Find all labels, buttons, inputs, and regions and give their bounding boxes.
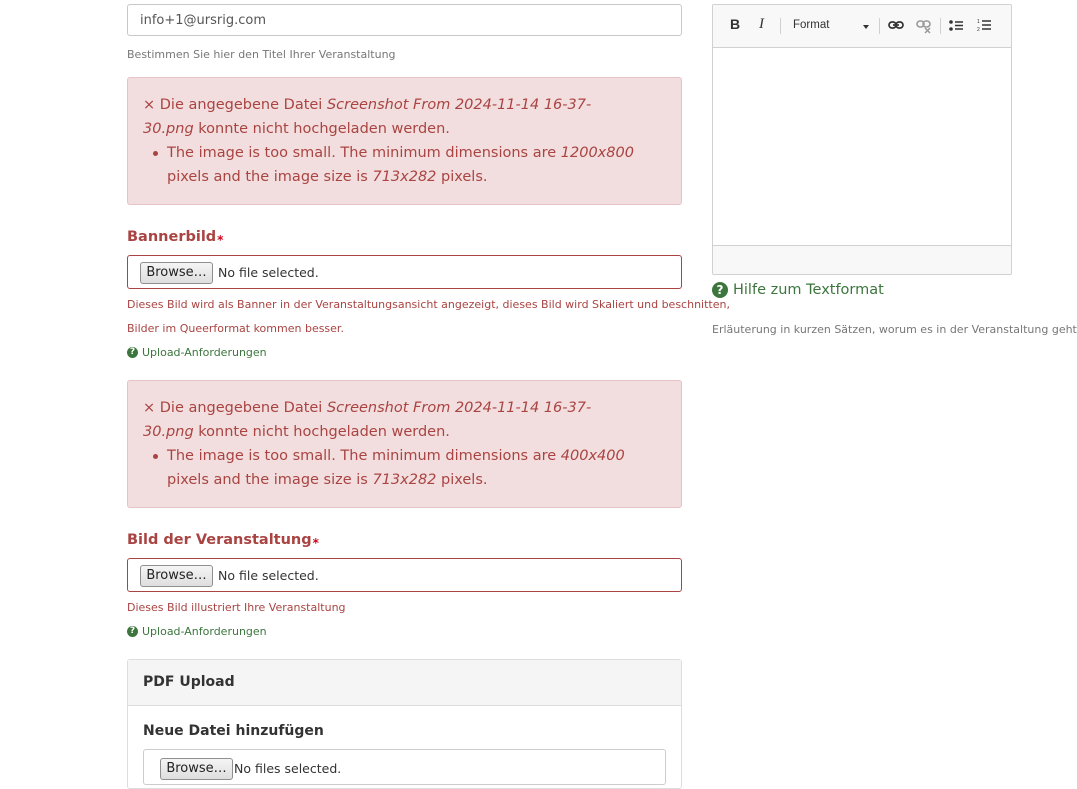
question-circle-icon: ? bbox=[127, 347, 138, 358]
link-icon[interactable] bbox=[888, 19, 904, 31]
event-image-error-message: × Die angegebene Datei Screenshot From 2024-11-14 16-37-30.png konnte nicht hochgeladen werden. bbox=[143, 400, 592, 440]
title-input[interactable]: info+1@ursrig.com bbox=[127, 4, 682, 36]
editor-content-area[interactable] bbox=[713, 47, 1011, 246]
rich-text-editor bbox=[712, 4, 1012, 275]
chevron-down-icon bbox=[863, 25, 869, 29]
toolbar-divider bbox=[780, 18, 781, 34]
pdf-upload-title: PDF Upload bbox=[128, 660, 681, 706]
event-image-error-item: The image is too small. The minimum dimensions are 400x400 pixels and the image size is 713x282 pixels. bbox=[167, 444, 666, 492]
question-circle-icon: ? bbox=[712, 282, 728, 298]
bulleted-list-icon[interactable] bbox=[949, 19, 964, 32]
required-star-icon: * bbox=[312, 536, 319, 550]
banner-error-list bbox=[143, 141, 666, 189]
editor-toolbar bbox=[713, 5, 1011, 48]
banner-no-file-text: No file selected. bbox=[218, 265, 319, 280]
pdf-no-file-text: No files selected. bbox=[234, 761, 342, 776]
unlink-icon[interactable] bbox=[916, 19, 932, 33]
required-star-icon: * bbox=[217, 233, 224, 247]
event-image-help-text: Dieses Bild illustriert Ihre Veranstaltung bbox=[127, 601, 346, 614]
banner-help-text: Dieses Bild wird als Banner in der Veranstaltungsansicht angezeigt, dieses Bild wird Skaliert und beschnitten, Bilder im Queerformat kommen besser. bbox=[127, 298, 730, 335]
banner-browse-button[interactable]: Browse… bbox=[140, 262, 213, 284]
event-image-upload-requirements-link[interactable]: ? Upload-Anforderungen bbox=[127, 625, 267, 638]
toolbar-divider bbox=[879, 18, 880, 34]
event-image-error-filename: Screenshot From 2024-11-14 16-37-30.png bbox=[143, 400, 592, 440]
banner-error-alert bbox=[127, 77, 682, 205]
pdf-upload-panel bbox=[127, 659, 682, 789]
format-dropdown[interactable]: Format bbox=[793, 19, 830, 31]
numbered-list-icon[interactable] bbox=[977, 18, 992, 32]
event-image-error-alert bbox=[127, 380, 682, 508]
title-help-text: Bestimmen Sie hier den Titel Ihrer Veranstaltung bbox=[127, 48, 396, 61]
banner-upload-requirements-link[interactable]: ? Upload-Anforderungen bbox=[127, 346, 267, 359]
toolbar-divider bbox=[940, 18, 941, 34]
question-circle-icon: ? bbox=[127, 626, 138, 637]
pdf-file-input[interactable] bbox=[143, 749, 666, 785]
event-image-file-input[interactable] bbox=[127, 558, 682, 592]
pdf-browse-button[interactable]: Browse… bbox=[160, 758, 233, 780]
text-format-help-link[interactable]: ? Hilfe zum Textformat bbox=[712, 282, 884, 298]
pdf-add-file-heading: Neue Datei hinzufügen bbox=[143, 723, 324, 739]
banner-error-item: The image is too small. The minimum dimensions are 1200x800 pixels and the image size is 713x282 pixels. bbox=[167, 141, 666, 189]
banner-label: Bannerbild$_*$ bbox=[127, 229, 224, 247]
event-image-error-list bbox=[143, 444, 666, 492]
svg-text:1: 1 bbox=[977, 19, 980, 25]
editor-status-bar bbox=[713, 245, 1011, 274]
svg-text:2: 2 bbox=[977, 27, 980, 33]
banner-file-input[interactable] bbox=[127, 255, 682, 289]
bold-button[interactable]: B bbox=[730, 16, 741, 32]
description-help-text: Erläuterung in kurzen Sätzen, worum es in der Veranstaltung geht bbox=[712, 323, 1077, 336]
banner-error-filename: Screenshot From 2024-11-14 16-37-30.png bbox=[143, 97, 592, 137]
banner-error-message: × Die angegebene Datei Screenshot From 2024-11-14 16-37-30.png konnte nicht hochgeladen werden. bbox=[143, 97, 592, 137]
italic-button[interactable]: I bbox=[759, 16, 764, 32]
event-image-label: Bild der Veranstaltung$_*$ bbox=[127, 532, 319, 550]
event-image-no-file-text: No file selected. bbox=[218, 568, 319, 583]
event-image-browse-button[interactable]: Browse… bbox=[140, 565, 213, 587]
